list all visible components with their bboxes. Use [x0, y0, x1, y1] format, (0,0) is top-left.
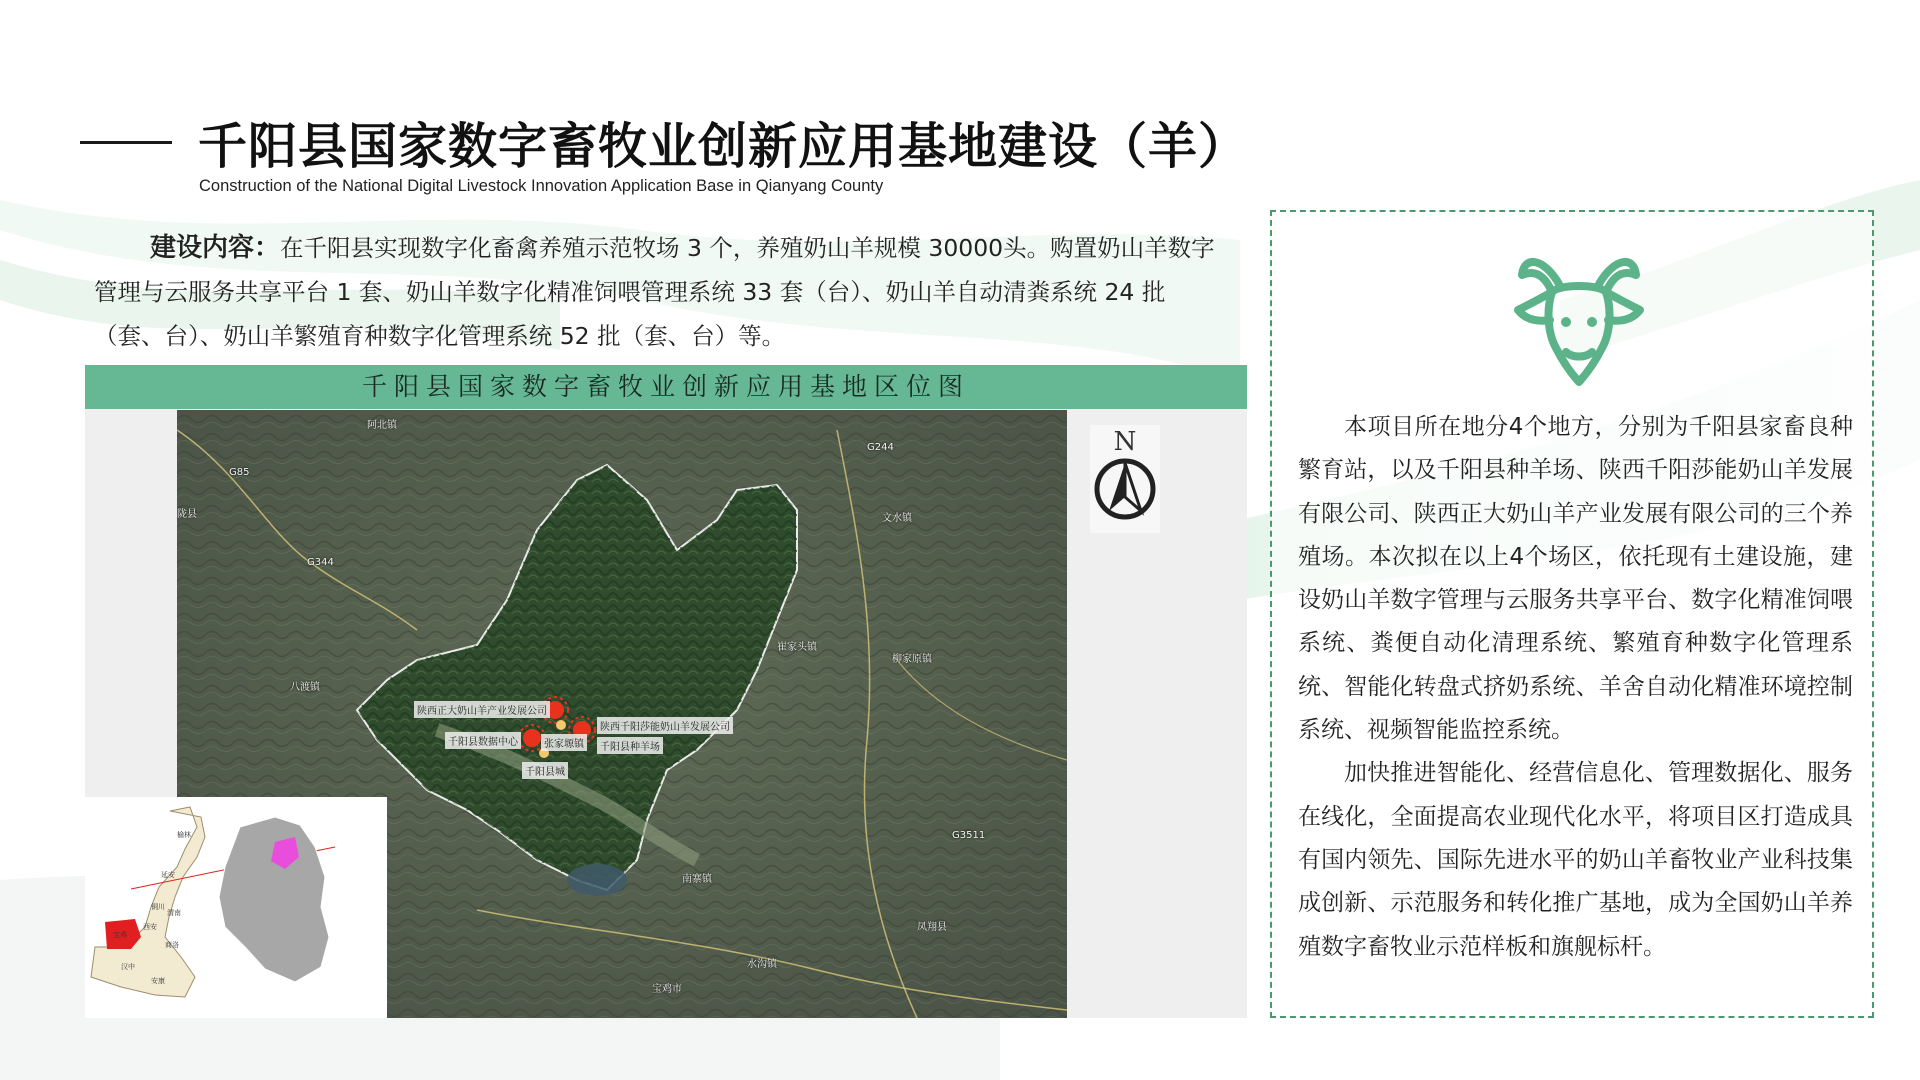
- place-label: 崔家头镇: [777, 642, 817, 653]
- svg-text:延安: 延安: [161, 871, 175, 879]
- place-label: 水沟镇: [747, 959, 777, 970]
- description-paragraph-2: 加快推进智能化、经营信息化、管理数据化、服务在线化，全面提高农业现代化水平，将项目区打造成具有国内领先、国际先进水平的奶山羊畜牧业产业科技集成创新、示范服务和转化推广基地，成为全国奶山羊养殖数字畜牧业示范样板和旗舰标杆。: [1298, 760, 1853, 960]
- road-label: G344: [307, 557, 334, 568]
- site-label: 千阳县种羊场: [597, 737, 663, 754]
- site-label: 千阳县数据中心: [445, 732, 521, 749]
- place-label: 八渡镇: [290, 682, 320, 693]
- north-arrow: [1090, 425, 1160, 533]
- content-label: 建设内容：: [150, 233, 281, 263]
- goat-head-icon: [1504, 240, 1654, 390]
- project-description-panel: [1270, 210, 1874, 1018]
- svg-text:安康: 安康: [151, 977, 165, 985]
- svg-text:渭南: 渭南: [167, 909, 181, 917]
- site-label: 陕西正大奶山羊产业发展公司: [414, 701, 550, 718]
- town-marker: [556, 720, 566, 730]
- place-label: 南寨镇: [682, 874, 712, 885]
- province-inset-map: [85, 797, 387, 1018]
- road-label: G85: [229, 467, 250, 478]
- content-text: 在千阳县实现数字化畜禽养殖示范牧场 3 个，养殖奶山羊规模 30000头。购置奶山羊数字管理与云服务共享平台 1 套、奶山羊数字化精准饲喂管理系统 33 套（台）、奶山羊自动清粪系统 24 批（套、台）、奶山羊繁殖育种数字化管理系统 52 批（套、台）等。: [94, 234, 1215, 350]
- page-subtitle: Construction of the National Digital Livestock Innovation Application Base in Qianyang County: [199, 177, 884, 195]
- compass-icon: [1093, 457, 1157, 521]
- place-label: 宝鸡市: [652, 984, 682, 995]
- site-label: 千阳县城: [522, 762, 568, 779]
- location-map: [85, 365, 1247, 1018]
- place-label: 文水镇: [882, 513, 912, 524]
- north-letter: N: [1113, 427, 1137, 457]
- construction-content: [94, 226, 1220, 358]
- site-label: 陕西千阳莎能奶山羊发展公司: [597, 717, 733, 734]
- svg-text:宝鸡: 宝鸡: [113, 931, 127, 939]
- svg-text:汉中: 汉中: [121, 963, 135, 971]
- title-decor-line: [80, 141, 172, 144]
- place-label: 陇县: [177, 509, 197, 520]
- map-title: 千阳县国家数字畜牧业创新应用基地区位图: [85, 365, 1247, 409]
- page-title: 千阳县国家数字畜牧业创新应用基地建设（羊）: [198, 118, 1249, 175]
- road-label: G244: [867, 442, 894, 453]
- description-paragraph-1: 本项目所在地分4个地方，分别为千阳县家畜良种繁育站，以及千阳县种羊场、陕西千阳莎能奶山羊发展有限公司、陕西正大奶山羊产业发展有限公司的三个养殖场。本次拟在以上4个场区，依托现有土建设施，建设奶山羊数字管理与云服务共享平台、数字化精准饲喂系统、粪便自动化清理系统、繁殖育种数字化管理系统、智能化转盘式挤奶系统、羊舍自动化精准环境控制系统、视频智能监控系统。: [1298, 414, 1853, 744]
- description-text: [1298, 406, 1853, 969]
- svg-text:西安: 西安: [143, 923, 157, 931]
- svg-text:商洛: 商洛: [165, 941, 179, 949]
- place-label: 阿北镇: [367, 420, 397, 431]
- shaanxi-inset: [85, 797, 387, 1018]
- svg-text:铜川: 铜川: [151, 903, 165, 911]
- site-label: 张家塬镇: [541, 734, 587, 751]
- place-label: 凤翔县: [917, 922, 947, 933]
- road-label: G3511: [952, 830, 986, 841]
- place-label: 柳家原镇: [892, 654, 932, 665]
- svg-text:榆林: 榆林: [177, 831, 191, 839]
